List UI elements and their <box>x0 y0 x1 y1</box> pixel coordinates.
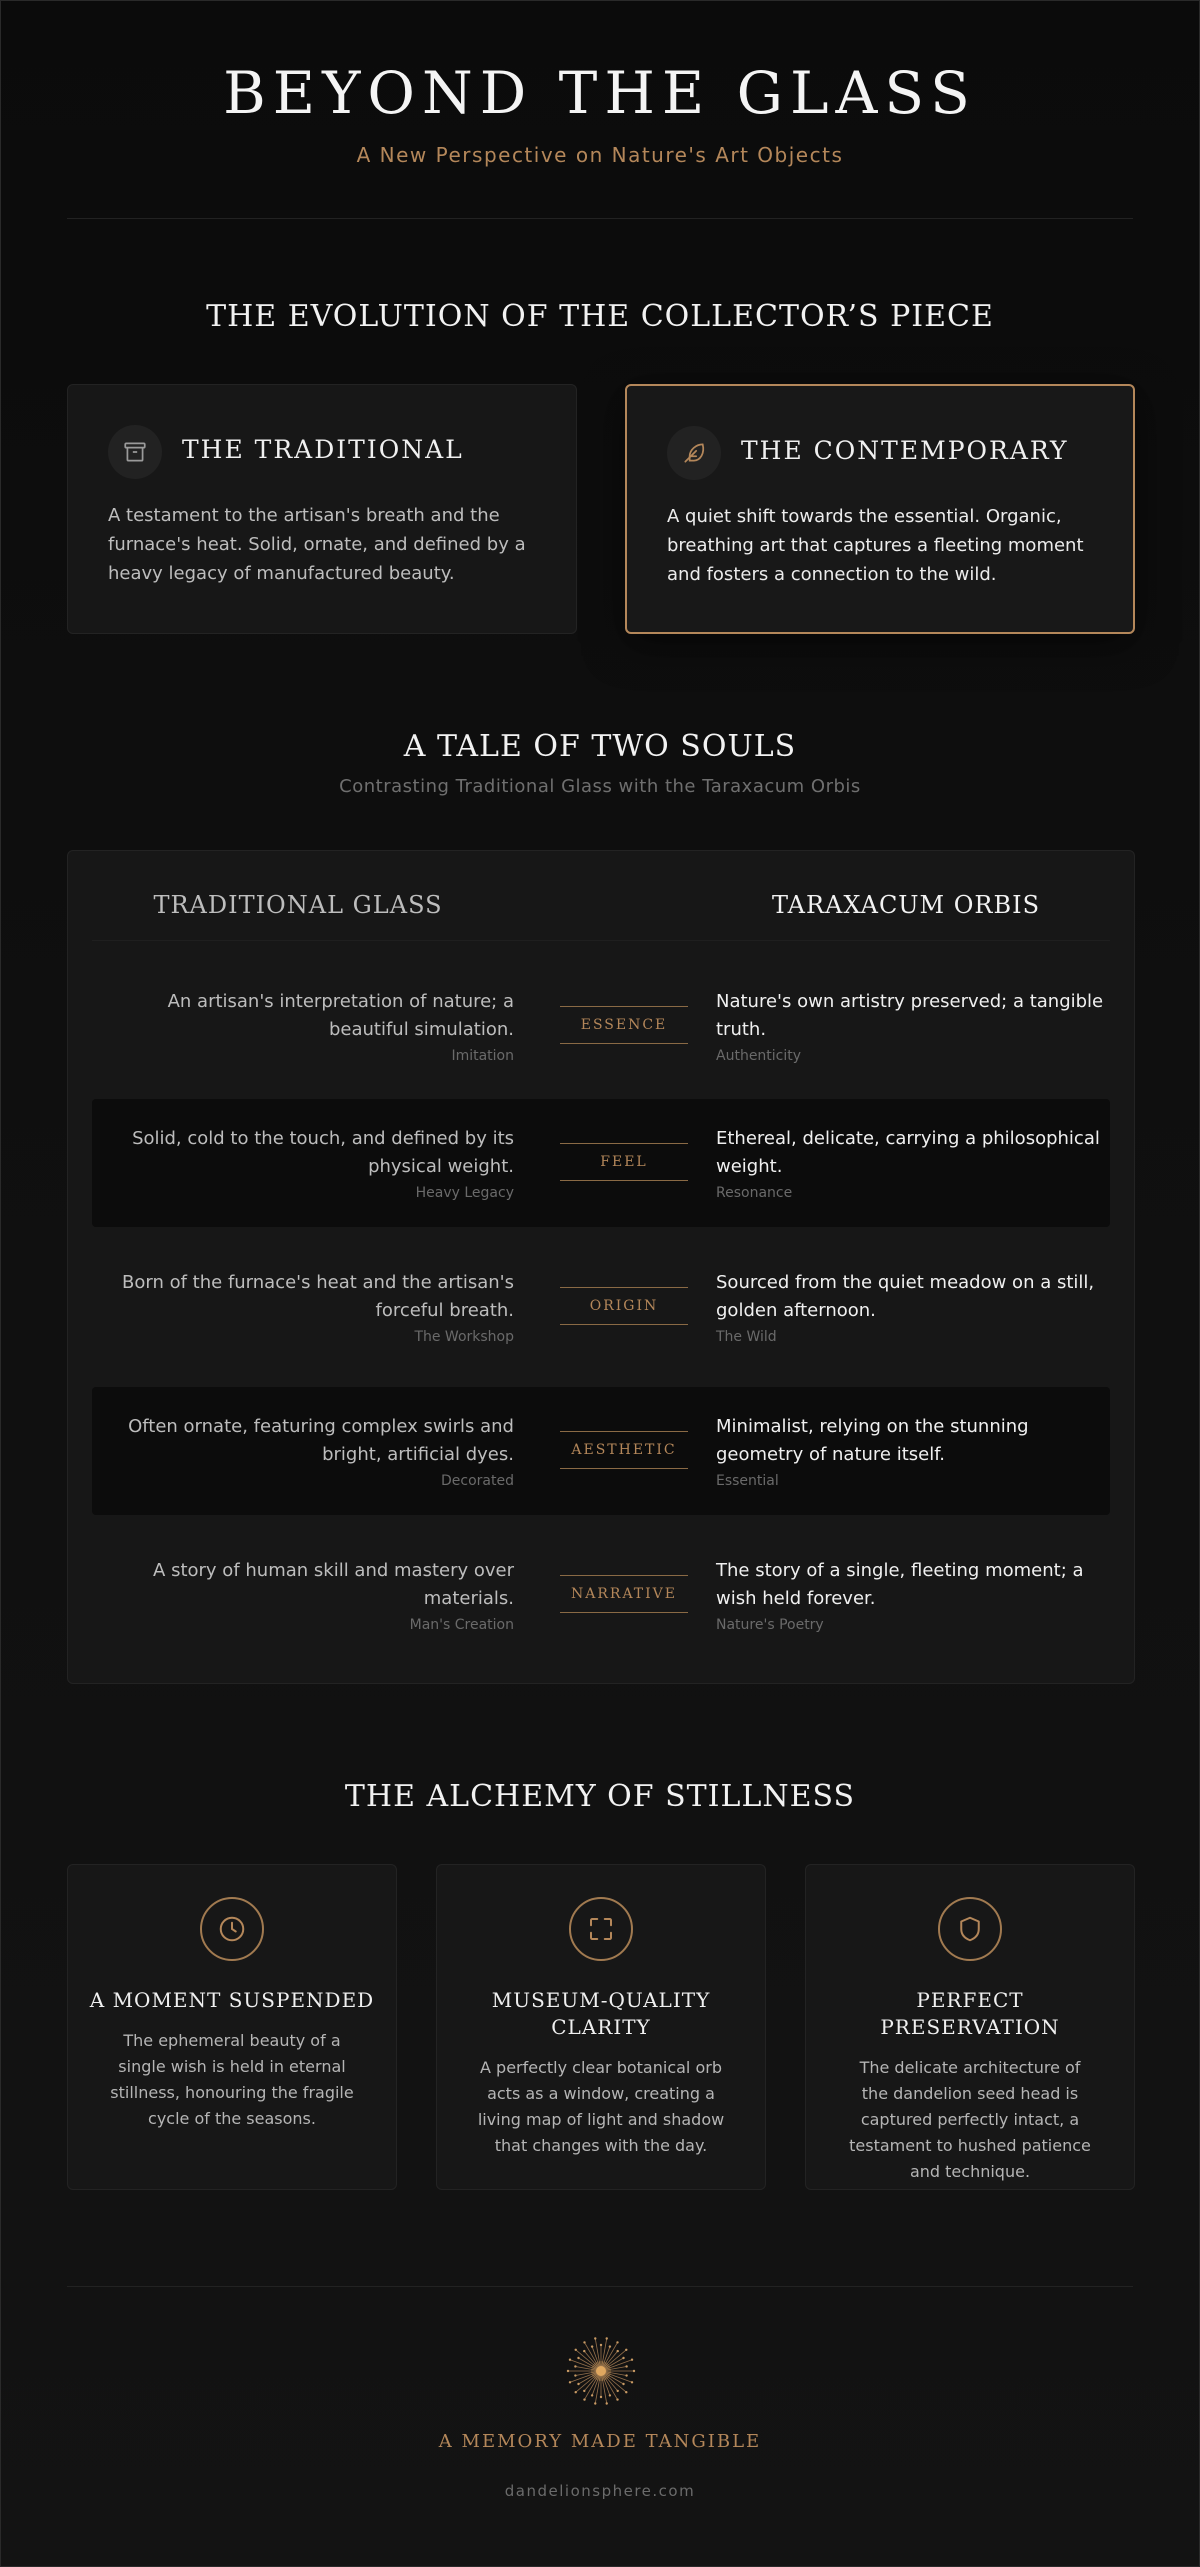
traditional-cell <box>112 1557 514 1635</box>
traditional-tag: Decorated <box>441 1473 514 1489</box>
orbis-cell <box>716 1413 1116 1491</box>
traditional-description: Born of the furnace's heat and the artisan's forceful breath. <box>122 1272 514 1321</box>
orbis-cell <box>716 1125 1116 1203</box>
row-label: ORIGIN <box>560 1287 688 1325</box>
traditional-card <box>67 384 577 634</box>
feature-title: A MOMENT SUSPENDED <box>89 1988 375 2012</box>
page-title: BEYOND THE GLASS <box>223 59 977 127</box>
orbis-description: Sourced from the quiet meadow on a still, golden afternoon. <box>716 1272 1095 1321</box>
feature-text: The delicate architecture of the dandelion seed head is captured perfectly intact, a testament to hushed patience and technique. <box>849 2058 1091 2181</box>
contemporary-text: A quiet shift towards the essential. Organic, breathing art that captures a fleeting moment and fosters a connection to the wild. <box>667 506 1084 585</box>
header-divider <box>67 218 1133 219</box>
table-row <box>92 1531 1110 1659</box>
traditional-cell <box>112 1269 514 1347</box>
table-header-divider <box>92 940 1110 941</box>
traditional-description: Often ornate, featuring complex swirls and bright, artificial dyes. <box>128 1416 514 1465</box>
feature-card-moment <box>67 1864 397 2190</box>
feature-text: A perfectly clear botanical orb acts as a window, creating a living map of light and shadow that changes with the day. <box>477 2058 725 2155</box>
row-label: AESTHETIC <box>560 1431 688 1469</box>
orbis-description: The story of a single, fleeting moment; a wish held forever. <box>716 1560 1084 1609</box>
orbis-description: Minimalist, relying on the stunning geometry of nature itself. <box>716 1416 1029 1465</box>
traditional-text: A testament to the artisan's breath and the furnace's heat. Solid, ornate, and defined by a heavy legacy of manufactured beauty. <box>108 505 526 584</box>
table-row <box>92 1243 1110 1371</box>
evolution-title: THE EVOLUTION OF THE COLLECTOR’S PIECE <box>206 299 994 334</box>
footer-title: A MEMORY MADE TANGIBLE <box>438 2431 762 2452</box>
archive-box-icon <box>108 425 162 479</box>
row-label: NARRATIVE <box>560 1575 688 1613</box>
feather-icon <box>667 426 721 480</box>
comparison-table <box>67 850 1135 1684</box>
traditional-description: A story of human skill and mastery over materials. <box>153 1560 514 1609</box>
traditional-tag: Man's Creation <box>409 1617 514 1633</box>
footer-divider <box>67 2286 1133 2287</box>
traditional-cell <box>112 988 514 1066</box>
footer-url: dandelionsphere.com <box>504 2482 696 2500</box>
orbis-tag: Nature's Poetry <box>716 1617 824 1633</box>
contemporary-title: THE CONTEMPORARY <box>741 436 1069 465</box>
orbis-description: Nature's own artistry preserved; a tangible truth. <box>716 991 1104 1040</box>
orbis-tag: Essential <box>716 1473 779 1489</box>
orbis-cell <box>716 988 1116 1066</box>
row-label: ESSENCE <box>560 1006 688 1044</box>
feature-title: PERFECT PRESERVATION <box>880 1988 1060 2039</box>
traditional-description: Solid, cold to the touch, and defined by its physical weight. <box>132 1128 514 1177</box>
shield-icon <box>938 1897 1002 1961</box>
traditional-tag: Imitation <box>451 1048 514 1064</box>
traditional-cell <box>112 1125 514 1203</box>
contemporary-card <box>625 384 1135 634</box>
traditional-cell <box>112 1413 514 1491</box>
table-row <box>92 962 1110 1090</box>
dandelion-burst-icon <box>566 2336 636 2406</box>
feature-card-clarity <box>436 1864 766 2190</box>
feature-text: The ephemeral beauty of a single wish is held in eternal stillness, honouring the fragile cycle of the seasons. <box>110 2031 354 2128</box>
row-label: FEEL <box>560 1143 688 1181</box>
clock-icon <box>200 1897 264 1961</box>
tale-subtitle: Contrasting Traditional Glass with the Taraxacum Orbis <box>339 776 861 797</box>
traditional-description: An artisan's interpretation of nature; a beautiful simulation. <box>167 991 514 1040</box>
traditional-title: THE TRADITIONAL <box>182 435 464 464</box>
page-subtitle: A New Perspective on Nature's Art Objects <box>356 143 844 167</box>
orbis-tag: Resonance <box>716 1185 793 1201</box>
orbis-column-heading: TARAXACUM ORBIS <box>771 891 1041 919</box>
orbis-tag: Authenticity <box>716 1048 802 1064</box>
traditional-tag: Heavy Legacy <box>415 1185 514 1201</box>
header <box>1 1 1199 167</box>
traditional-column-heading: TRADITIONAL GLASS <box>153 891 443 919</box>
feature-card-preservation <box>805 1864 1135 2190</box>
orbis-description: Ethereal, delicate, carrying a philosophical weight. <box>716 1128 1100 1177</box>
alchemy-title: THE ALCHEMY OF STILLNESS <box>344 1779 856 1814</box>
orbis-tag: The Wild <box>716 1329 777 1345</box>
orbis-cell <box>716 1557 1116 1635</box>
tale-title: A TALE OF TWO SOULS <box>403 729 797 764</box>
traditional-tag: The Workshop <box>414 1329 514 1345</box>
focus-frame-icon <box>569 1897 633 1961</box>
table-row <box>92 1099 1110 1227</box>
orbis-cell <box>716 1269 1116 1347</box>
feature-title: MUSEUM-QUALITY CLARITY <box>491 1988 711 2039</box>
table-row <box>92 1387 1110 1515</box>
